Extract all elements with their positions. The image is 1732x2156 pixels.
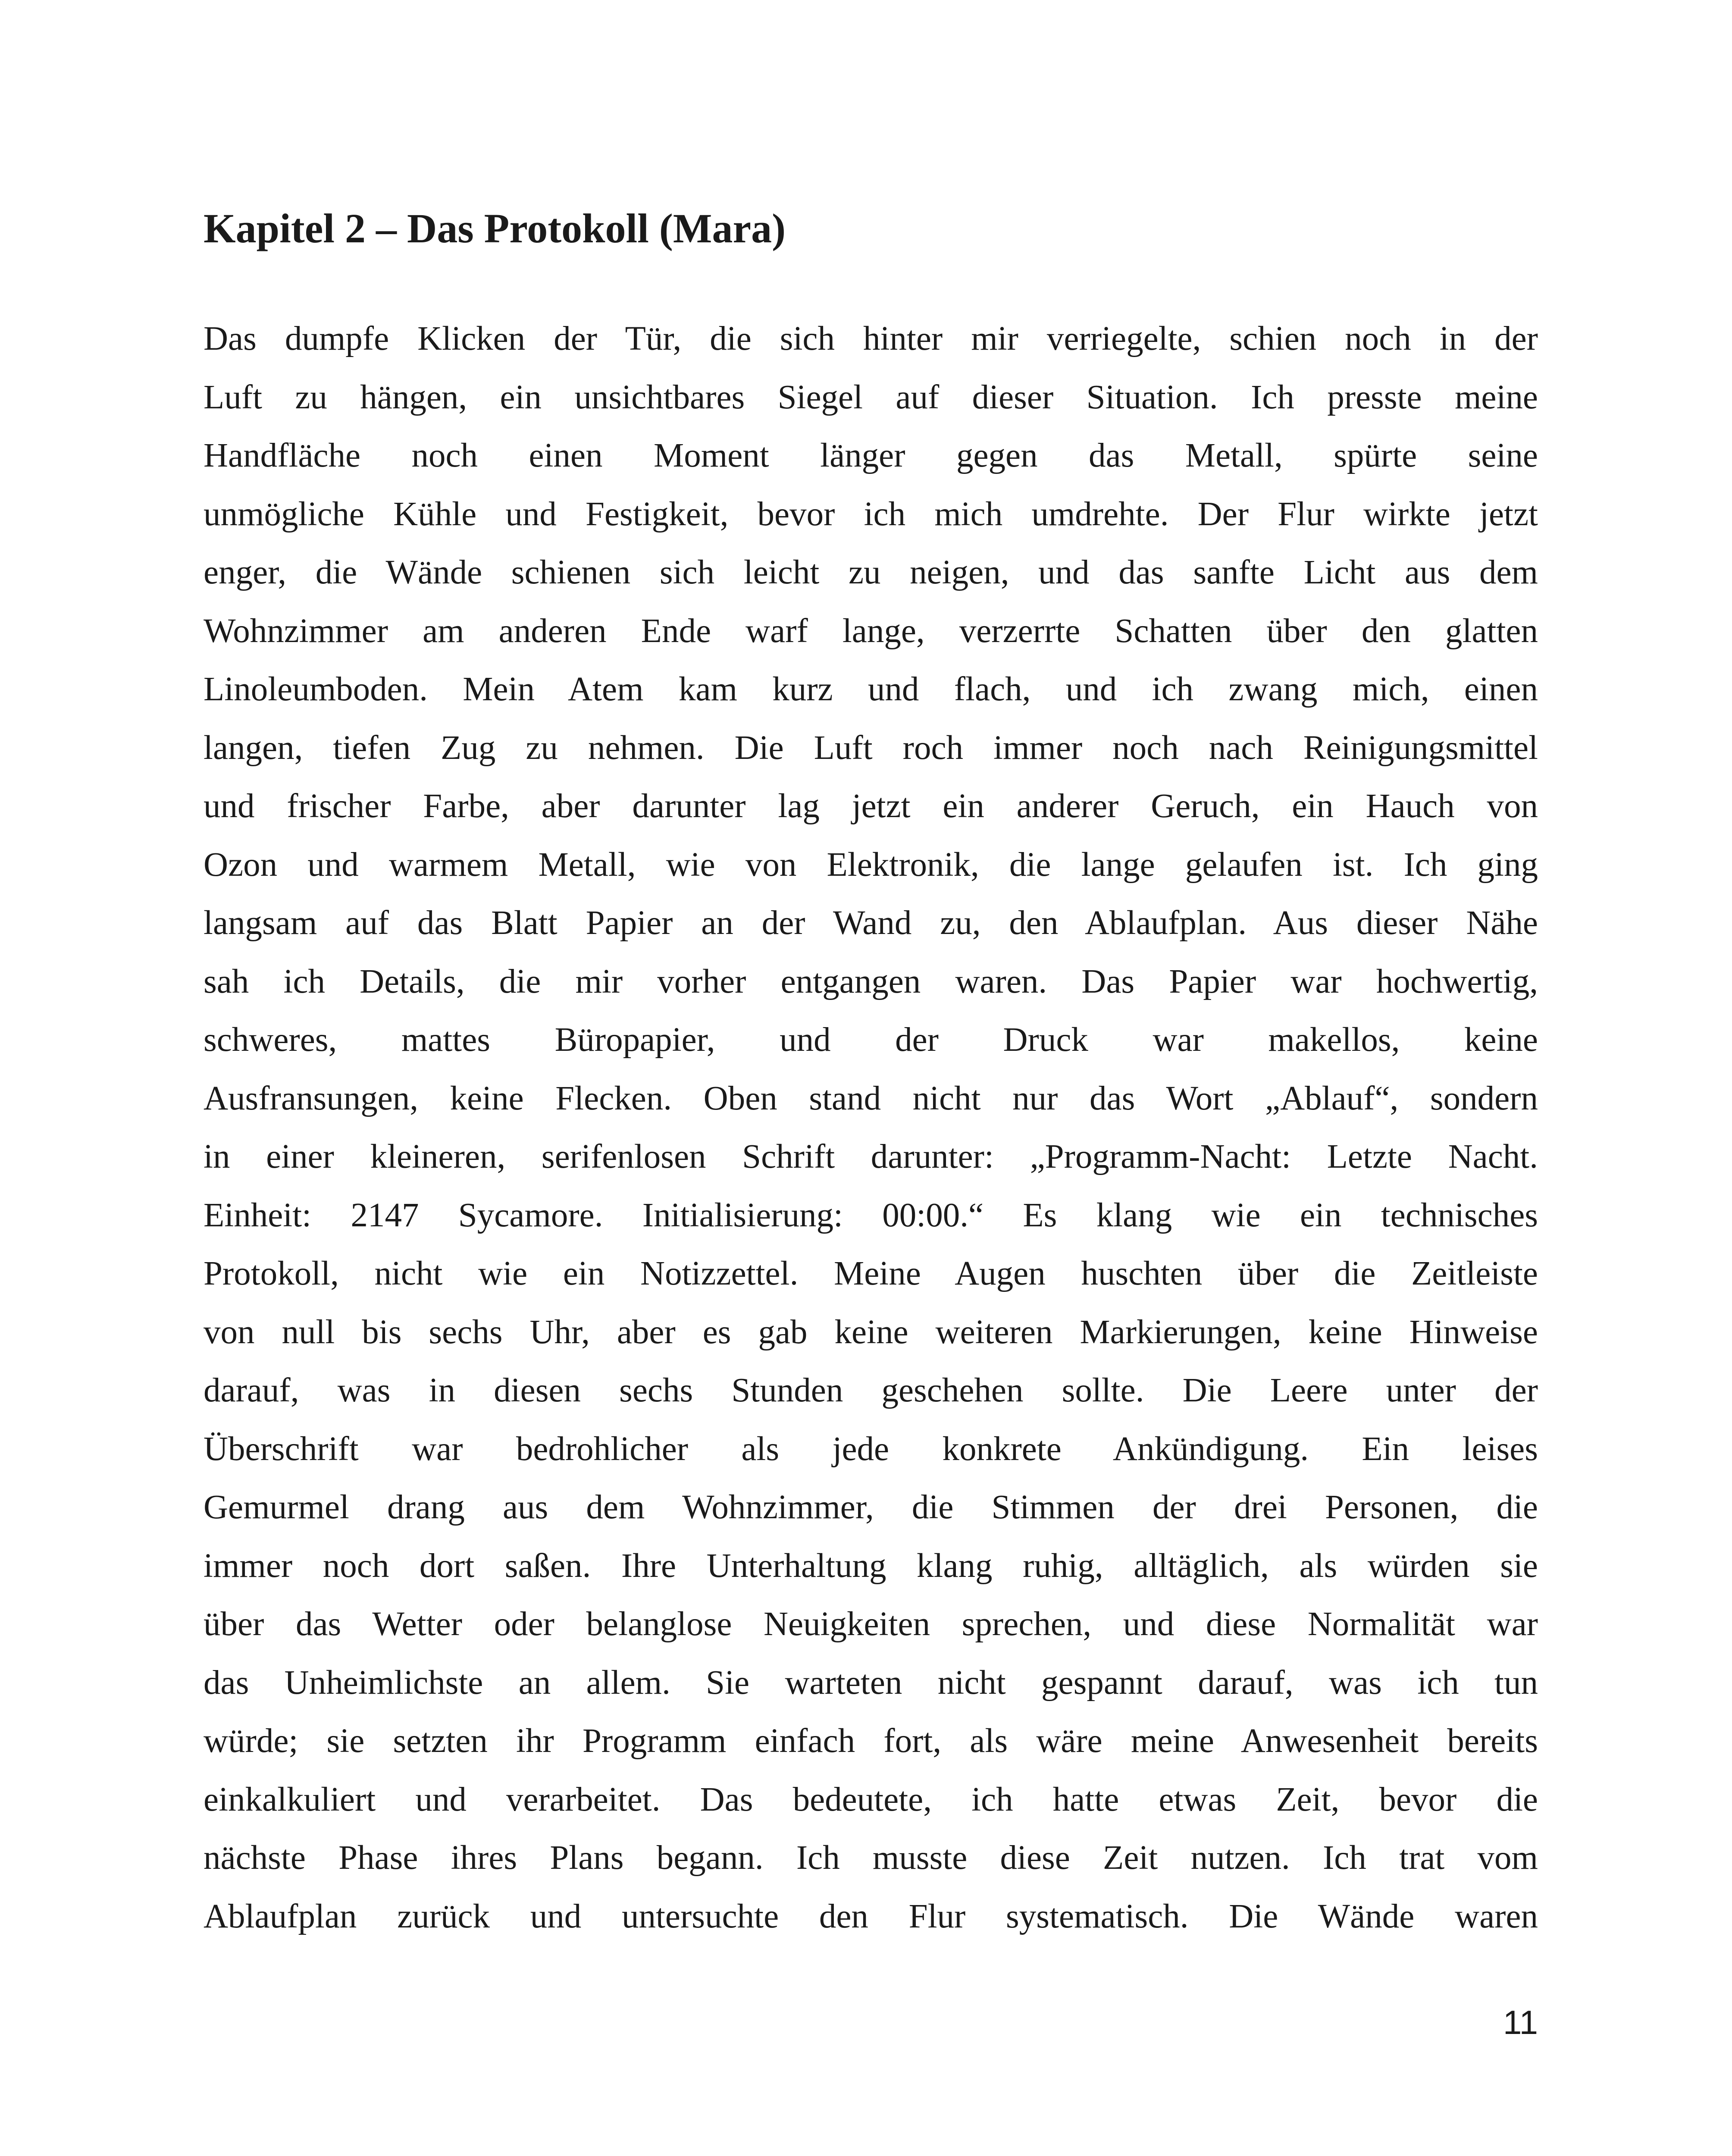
text-line: von null bis sechs Uhr, aber es gab keine weiteren Markierungen, keine Hinweise [204,1313,1538,1351]
text-line: Ozon und warmem Metall, wie von Elektronik, die lange gelaufen ist. Ich ging [204,846,1538,884]
text-line: Ablaufplan zurück und untersuchte den Flur systematisch. Die Wände waren [204,1897,1538,1935]
text-line: sah ich Details, die mir vorher entgangen waren. Das Papier war hochwertig, [204,962,1538,1000]
text-line: langsam auf das Blatt Papier an der Wand zu, den Ablaufplan. Aus dieser Nähe [204,904,1538,942]
body-text [204,310,1538,1946]
chapter-title: Kapitel 2 – Das Protokoll (Mara) [204,205,786,251]
text-line: Handfläche noch einen Moment länger gegen das Metall, spürte seine [204,437,1538,474]
text-line: Einheit: 2147 Sycamore. Initialisierung: 00:00.“ Es klang wie ein technisches [204,1196,1538,1234]
text-line: langen, tiefen Zug zu nehmen. Die Luft roch immer noch nach Reinigungsmittel [204,729,1538,767]
text-line: immer noch dort saßen. Ihre Unterhaltung klang ruhig, alltäglich, als würden sie [204,1547,1538,1585]
text-line: enger, die Wände schienen sich leicht zu neigen, und das sanfte Licht aus dem [204,554,1538,591]
page-number: 11 [1503,2003,1538,2041]
text-line: einkalkuliert und verarbeitet. Das bedeutete, ich hatte etwas Zeit, bevor die [204,1780,1538,1818]
text-line: würde; sie setzten ihr Programm einfach fort, als wäre meine Anwesenheit bereits [204,1722,1538,1760]
text-line: Luft zu hängen, ein unsichtbares Siegel auf dieser Situation. Ich presste meine [204,378,1538,416]
text-line: über das Wetter oder belanglose Neuigkeiten sprechen, und diese Normalität war [204,1605,1538,1643]
text-line: nächste Phase ihres Plans begann. Ich musste diese Zeit nutzen. Ich trat vom [204,1839,1538,1877]
text-line: Überschrift war bedrohlicher als jede konkrete Ankündigung. Ein leises [204,1430,1538,1468]
text-line: und frischer Farbe, aber darunter lag jetzt ein anderer Geruch, ein Hauch von [204,787,1538,825]
text-line: Gemurmel drang aus dem Wohnzimmer, die Stimmen der drei Personen, die [204,1489,1538,1526]
text-line: Das dumpfe Klicken der Tür, die sich hinter mir verriegelte, schien noch in der [204,320,1538,357]
text-line: Wohnzimmer am anderen Ende warf lange, verzerrte Schatten über den glatten [204,612,1538,650]
text-line: Protokoll, nicht wie ein Notizzettel. Meine Augen huschten über die Zeitleiste [204,1255,1538,1292]
text-line: schweres, mattes Büropapier, und der Druck war makellos, keine [204,1021,1538,1059]
text-line: darauf, was in diesen sechs Stunden geschehen sollte. Die Leere unter der [204,1372,1538,1409]
text-line: in einer kleineren, serifenlosen Schrift darunter: „Programm-Nacht: Letzte Nacht. [204,1138,1538,1175]
text-line: Ausfransungen, keine Flecken. Oben stand nicht nur das Wort „Ablauf“, sondern [204,1079,1538,1117]
text-line: Linoleumboden. Mein Atem kam kurz und flach, und ich zwang mich, einen [204,671,1538,708]
text-line: unmögliche Kühle und Festigkeit, bevor ich mich umdrehte. Der Flur wirkte jetzt [204,495,1538,533]
text-line: das Unheimlichste an allem. Sie warteten nicht gespannt darauf, was ich tun [204,1664,1538,1702]
